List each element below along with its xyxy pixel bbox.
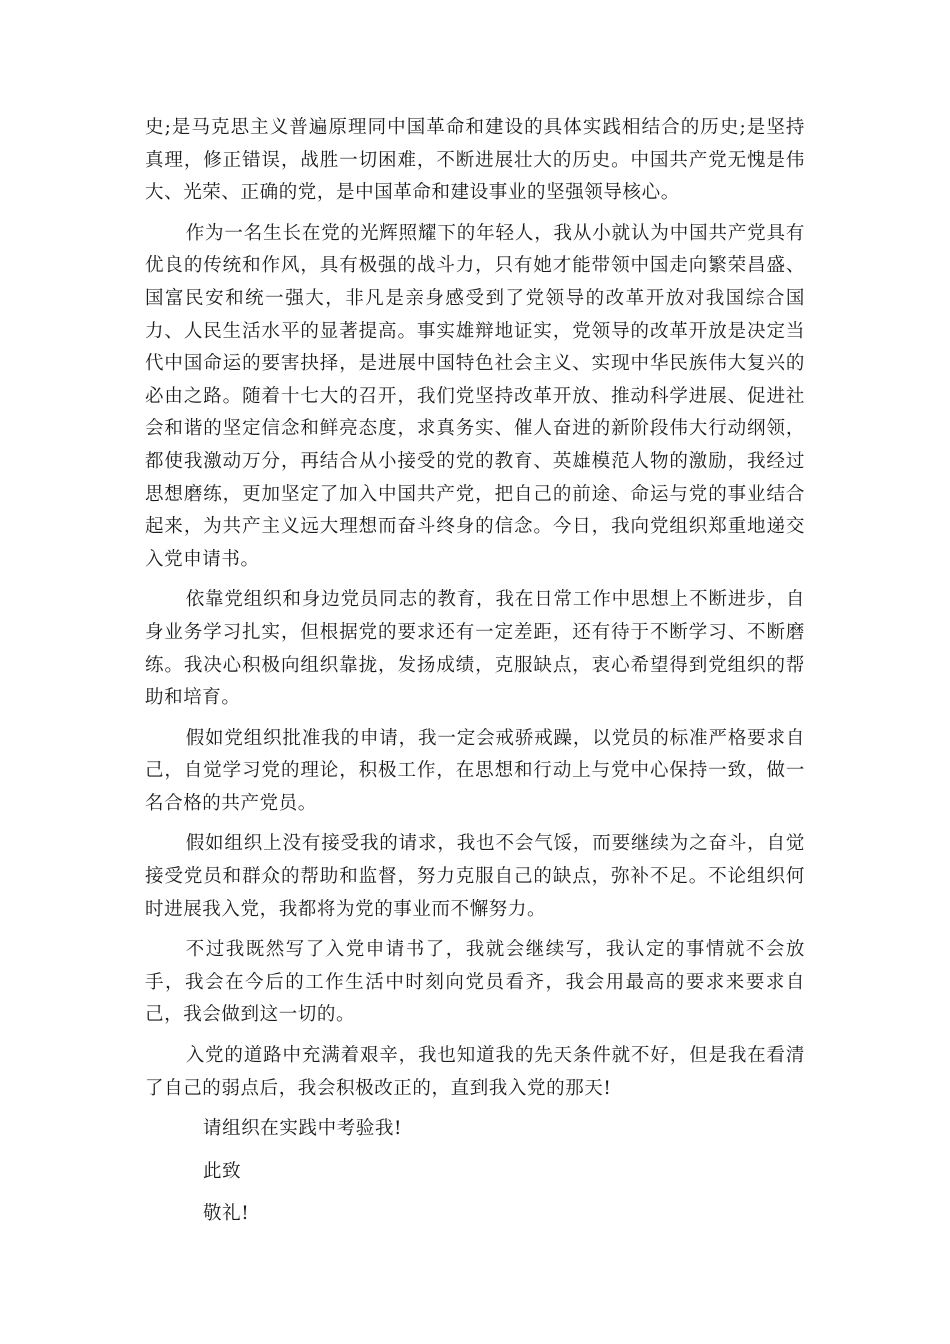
paragraph-6: 不过我既然写了入党申请书了，我就会继续写，我认定的事情就不会放手，我会在今后的工作生活中时刻向党员看齐，我会用最高的要求来要求自己，我会做到这一切的。 — [145, 939, 805, 1026]
paragraph-2: 作为一名生长在党的光辉照耀下的年轻人，我从小就认为中国共产党具有优良的传统和作风，具有极强的战斗力，只有她才能带领中国走向繁荣昌盛、国富民安和统一强大，非凡是亲身感受到了党领导的改革开放对我国综合国力、人民生活水平的显著提高。事实雄辩地证实，党领导的改革开放是决定当代中国命运的要害抉择，是进展中国特色社会主义、实现中华民族伟大复兴的必由之路。随着十七大的召开，我们党坚持改革开放、推动科学进展、促进社会和谐的坚定信念和鲜亮态度，求真务实、催人奋进的新阶段伟大行动纲领，都使我激动万分，再结合从小接受的党的教育、英雄模范人物的激励，我经过思想磨练，更加坚定了加入中国共产党，把自己的前途、命运与党的事业结合起来，为共产主义远大理想而奋斗终身的信念。今日，我向党组织郑重地递交入党申请书。 — [145, 222, 805, 570]
paragraph-1: 史;是马克思主义普遍原理同中国革命和建设的具体实践相结合的历史;是坚持真理，修正错误，战胜一切困难，不断进展壮大的历史。中国共产党无愧是伟大、光荣、正确的党，是中国革命和建设事业的坚强领导核心。 — [145, 117, 805, 204]
closing-line-salutation: 此致 — [203, 1160, 242, 1182]
paragraph-7: 入党的道路中充满着艰辛，我也知道我的先天条件就不好，但是我在看清了自己的弱点后，我会积极改正的，直到我入党的那天! — [145, 1045, 805, 1099]
paragraph-4: 假如党组织批准我的申请，我一定会戒骄戒躁，以党员的标准严格要求自己，自觉学习党的理论，积极工作，在思想和行动上与党中心保持一致，做一名合格的共产党员。 — [145, 727, 805, 814]
paragraph-5: 假如组织上没有接受我的请求，我也不会气馁，而要继续为之奋斗，自觉接受党员和群众的帮助和监督，努力克服自己的缺点，弥补不足。不论组织何时进展我入党，我都将为党的事业而不懈努力。 — [145, 833, 805, 920]
document-body — [145, 112, 805, 1241]
paragraph-3: 依靠党组织和身边党员同志的教育，我在日常工作中思想上不断进步，自身业务学习扎实，但根据党的要求还有一定差距，还有待于不断学习、不断磨练。我决心积极向组织靠拢，发扬成绩，克服缺点，衷心希望得到党组织的帮助和培育。 — [145, 589, 805, 709]
closing-line-request: 请组织在实践中考验我! — [203, 1118, 403, 1140]
closing-line-regards: 敬礼! — [203, 1203, 250, 1225]
